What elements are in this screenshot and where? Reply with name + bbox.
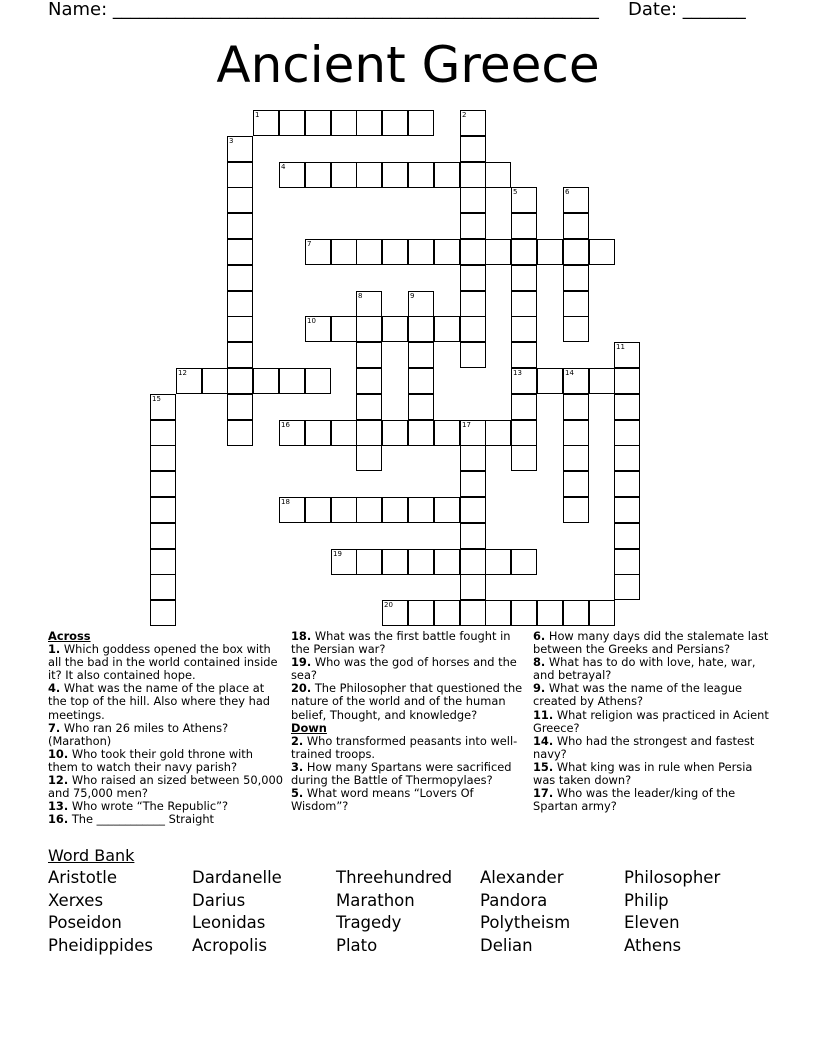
crossword-cell[interactable] (305, 162, 331, 188)
crossword-cell[interactable] (460, 136, 486, 162)
crossword-cell[interactable] (331, 420, 357, 446)
crossword-cell[interactable] (356, 291, 382, 317)
word-bank-word: Pheidippides (48, 936, 153, 955)
crossword-cell[interactable] (485, 600, 511, 626)
word-bank-word: Philosopher (624, 868, 721, 887)
crossword-cell[interactable] (227, 394, 253, 420)
crossword-cell[interactable] (434, 420, 460, 446)
crossword-cell[interactable] (331, 239, 357, 265)
crossword-cell[interactable] (356, 394, 382, 420)
crossword-cell[interactable] (279, 497, 305, 523)
crossword-cell[interactable] (511, 445, 537, 471)
clue-number: 6 (565, 188, 570, 196)
clue-down-17: 17. Who was the leader/king of the Spartan army? (533, 786, 736, 814)
word-bank-word: Dardanelle (192, 868, 282, 887)
word-bank-word: Athens (624, 936, 682, 955)
crossword-cell[interactable] (305, 368, 331, 394)
crossword-cell[interactable] (356, 420, 382, 446)
crossword-cell[interactable] (563, 394, 589, 420)
crossword-cell[interactable] (331, 549, 357, 575)
crossword-cell[interactable] (563, 187, 589, 213)
crossword-cell[interactable] (382, 420, 408, 446)
crossword-cell[interactable] (511, 316, 537, 342)
crossword-cell[interactable] (511, 265, 537, 291)
crossword-cell[interactable] (253, 110, 279, 136)
crossword-cell[interactable] (382, 316, 408, 342)
crossword-cell[interactable] (614, 549, 640, 575)
crossword-cell[interactable] (408, 420, 434, 446)
crossword-cell[interactable] (460, 239, 486, 265)
crossword-cell[interactable] (485, 239, 511, 265)
crossword-cell[interactable] (227, 291, 253, 317)
crossword-cell[interactable] (150, 394, 176, 420)
crossword-cell[interactable] (356, 342, 382, 368)
crossword-cell[interactable] (305, 239, 331, 265)
clue-number: 20 (384, 601, 393, 609)
crossword-cell[interactable] (150, 471, 176, 497)
crossword-cell[interactable] (537, 368, 563, 394)
crossword-cell[interactable] (279, 368, 305, 394)
clue-across-20: 20. The Philosopher that questioned the nature of the world and of the human belief, Thought, and knowledge? (291, 681, 523, 722)
clue-number: 11 (616, 343, 625, 351)
crossword-cell[interactable] (537, 600, 563, 626)
crossword-cell[interactable] (511, 394, 537, 420)
clue-number: 15 (152, 395, 161, 403)
crossword-cell[interactable] (511, 549, 537, 575)
crossword-cell[interactable] (408, 291, 434, 317)
crossword-cell[interactable] (227, 265, 253, 291)
crossword-cell[interactable] (150, 420, 176, 446)
crossword-cell[interactable] (460, 445, 486, 471)
crossword-cell[interactable] (563, 213, 589, 239)
clues-column-2 (291, 630, 527, 813)
word-bank-word: Philip (624, 891, 669, 910)
word-bank-word: Aristotle (48, 868, 118, 887)
crossword-cell[interactable] (563, 239, 589, 265)
crossword-cell[interactable] (279, 162, 305, 188)
crossword-cell[interactable] (614, 394, 640, 420)
crossword-cell[interactable] (356, 368, 382, 394)
clue-across-16: 16. The ____________ Straight (48, 812, 215, 827)
crossword-cell[interactable] (382, 497, 408, 523)
clue-down-3: 3. How many Spartans were sacrificed during the Battle of Thermopylaes? (291, 759, 512, 788)
crossword-cell[interactable] (408, 162, 434, 188)
crossword-cell[interactable] (460, 497, 486, 523)
crossword-cell[interactable] (408, 316, 434, 342)
clues-column-3 (533, 630, 769, 813)
crossword-cell[interactable] (460, 110, 486, 136)
crossword-cell[interactable] (563, 316, 589, 342)
crossword-cell[interactable] (614, 420, 640, 446)
crossword-cell[interactable] (356, 316, 382, 342)
crossword-cell[interactable] (460, 471, 486, 497)
crossword-cell[interactable] (150, 574, 176, 600)
crossword-cell[interactable] (460, 162, 486, 188)
crossword-cell[interactable] (563, 291, 589, 317)
word-bank-word: Leonidas (192, 913, 266, 932)
clue-across-10: 10. Who took their gold throne with them to watch their navy parish? (48, 746, 253, 774)
crossword-cell[interactable] (382, 549, 408, 575)
crossword-cell[interactable] (460, 600, 486, 626)
word-bank-word: Tragedy (336, 913, 402, 932)
crossword-cell[interactable] (356, 497, 382, 523)
word-bank-word: Polytheism (480, 913, 571, 932)
word-bank-word: Alexander (480, 868, 564, 887)
crossword-cell[interactable] (382, 600, 408, 626)
crossword-cell[interactable] (150, 497, 176, 523)
crossword-cell[interactable] (434, 600, 460, 626)
crossword-cell[interactable] (408, 549, 434, 575)
word-bank-word: Threehundred (336, 868, 453, 887)
crossword-cell[interactable] (589, 600, 615, 626)
clue-number: 5 (513, 188, 518, 196)
clue-across-19: 19. Who was the god of horses and the sea? (291, 655, 517, 683)
word-bank-word: Acropolis (192, 936, 267, 955)
crossword-cell[interactable] (408, 342, 434, 368)
crossword-cell[interactable] (150, 600, 176, 626)
crossword-cell[interactable] (563, 420, 589, 446)
crossword-cell[interactable] (434, 549, 460, 575)
word-bank-word: Eleven (624, 913, 680, 932)
crossword-cell[interactable] (227, 162, 253, 188)
crossword-cell[interactable] (511, 420, 537, 446)
clue-across-18: 18. What was the first battle fought in the Persian war? (291, 629, 511, 657)
word-bank-word: Xerxes (48, 891, 104, 910)
crossword-cell[interactable] (511, 187, 537, 213)
clue-number: 4 (281, 163, 286, 171)
clue-number: 17 (462, 421, 471, 429)
page-title: Ancient Greece (216, 36, 600, 94)
crossword-cell[interactable] (305, 316, 331, 342)
crossword-cell[interactable] (356, 549, 382, 575)
word-bank-title: Word Bank (48, 846, 135, 865)
crossword-cell[interactable] (356, 239, 382, 265)
word-bank-word: Marathon (336, 891, 415, 910)
crossword-cell[interactable] (460, 342, 486, 368)
crossword-cell[interactable] (408, 368, 434, 394)
crossword-cell[interactable] (227, 187, 253, 213)
clue-down-11: 11. What religion was practiced in Acient Greece? (533, 707, 769, 735)
clue-number: 16 (281, 421, 290, 429)
crossword-cell[interactable] (382, 239, 408, 265)
word-bank-word: Plato (336, 936, 378, 955)
crossword-cell[interactable] (331, 497, 357, 523)
crossword-cell[interactable] (227, 239, 253, 265)
clue-number: 1 (255, 111, 260, 119)
crossword-cell[interactable] (356, 110, 382, 136)
clue-across-1: 1. Which goddess opened the box with all the bad in the world contained inside it? It also contained hope. (48, 642, 278, 683)
crossword-cell[interactable] (614, 368, 640, 394)
clue-across-13: 13. Who wrote “The Republic”? (48, 799, 229, 814)
crossword-cell[interactable] (563, 368, 589, 394)
crossword-cell[interactable] (331, 316, 357, 342)
crossword-cell[interactable] (202, 368, 228, 394)
crossword-cell[interactable] (614, 497, 640, 523)
crossword-cell[interactable] (150, 549, 176, 575)
crossword-cell[interactable] (434, 316, 460, 342)
crossword-cell[interactable] (485, 549, 511, 575)
crossword-cell[interactable] (227, 368, 253, 394)
clue-number: 18 (281, 498, 290, 506)
clue-number: 7 (307, 240, 312, 248)
crossword-cell[interactable] (279, 110, 305, 136)
crossword-cell[interactable] (227, 213, 253, 239)
word-bank-word: Delian (480, 936, 533, 955)
clue-across-12: 12. Who raised an sized between 50,000 and 75,000 men? (48, 773, 283, 801)
clue-down-5: 5. What word means “Lovers Of Wisdom”? (291, 786, 474, 814)
crossword-cell[interactable] (150, 523, 176, 549)
across-header: Across (48, 629, 91, 643)
clue-number: 14 (565, 369, 574, 377)
crossword-cell[interactable] (614, 523, 640, 549)
clue-across-7: 7. Who ran 26 miles to Athens? (Marathon) (48, 720, 229, 748)
crossword-cell[interactable] (408, 239, 434, 265)
crossword-cell[interactable] (408, 600, 434, 626)
word-bank-word: Poseidon (48, 913, 122, 932)
crossword-cell[interactable] (356, 162, 382, 188)
down-header: Down (291, 720, 327, 735)
crossword-cell[interactable] (382, 110, 408, 136)
crossword-cell[interactable] (460, 291, 486, 317)
crossword-cell[interactable] (511, 342, 537, 368)
crossword-cell[interactable] (305, 110, 331, 136)
crossword-cell[interactable] (614, 471, 640, 497)
crossword-cell[interactable] (434, 497, 460, 523)
crossword-cell[interactable] (614, 445, 640, 471)
crossword-cell[interactable] (227, 316, 253, 342)
crossword-cell[interactable] (331, 162, 357, 188)
crossword-cell[interactable] (150, 445, 176, 471)
clue-down-6: 6. How many days did the stalemate last between the Greeks and Persians? (533, 629, 769, 657)
crossword-cell[interactable] (460, 213, 486, 239)
clue-number: 9 (410, 292, 415, 300)
crossword-cell[interactable] (434, 162, 460, 188)
crossword-cell[interactable] (563, 445, 589, 471)
crossword-cell[interactable] (589, 368, 615, 394)
crossword-cell[interactable] (227, 420, 253, 446)
clue-down-15: 15. What king was in rule when Persia was taken down? (533, 759, 753, 788)
crossword-cell[interactable] (511, 291, 537, 317)
crossword-cell[interactable] (589, 239, 615, 265)
crossword-cell[interactable] (460, 316, 486, 342)
clue-number: 12 (178, 369, 187, 377)
date-field-line: Date: _______ (628, 0, 746, 20)
word-bank-word: Darius (192, 891, 246, 910)
crossword-cell[interactable] (614, 342, 640, 368)
crossword-cell[interactable] (356, 445, 382, 471)
clue-number: 10 (307, 317, 316, 325)
clue-down-14: 14. Who had the strongest and fastest navy? (533, 733, 755, 761)
clue-number: 2 (462, 111, 467, 119)
crossword-cell[interactable] (460, 574, 486, 600)
clue-down-8: 8. What has to do with love, hate, war, and betrayal? (533, 655, 756, 683)
crossword-cell[interactable] (537, 239, 563, 265)
crossword-cell[interactable] (511, 239, 537, 265)
clue-number: 19 (333, 550, 342, 558)
crossword-cell[interactable] (485, 162, 511, 188)
clue-down-9: 9. What was the name of the league created by Athens? (533, 681, 743, 709)
crossword-cell[interactable] (253, 368, 279, 394)
crossword-cell[interactable] (305, 420, 331, 446)
crossword-cell[interactable] (511, 600, 537, 626)
crossword-cell[interactable] (408, 394, 434, 420)
crossword-cell[interactable] (460, 187, 486, 213)
crossword-cell[interactable] (279, 420, 305, 446)
name-field-line: Name: ______________________________________________________ (48, 0, 599, 20)
crossword-cell[interactable] (176, 368, 202, 394)
crossword-cell[interactable] (460, 523, 486, 549)
crossword-cell[interactable] (563, 497, 589, 523)
crossword-cell[interactable] (485, 420, 511, 446)
crossword-cell[interactable] (408, 497, 434, 523)
crossword-cell[interactable] (563, 471, 589, 497)
clue-number: 3 (229, 137, 234, 145)
crossword-cell[interactable] (227, 342, 253, 368)
crossword-cell[interactable] (460, 420, 486, 446)
clue-across-4: 4. What was the name of the place at the top of the hill. Also where they had meetings. (48, 681, 271, 722)
crossword-cell[interactable] (563, 600, 589, 626)
crossword-cell[interactable] (382, 162, 408, 188)
clue-number: 13 (513, 369, 522, 377)
clues-column-1 (48, 630, 284, 826)
clue-number: 8 (358, 292, 363, 300)
crossword-cell[interactable] (408, 110, 434, 136)
crossword-cell[interactable] (511, 213, 537, 239)
clue-down-2: 2. Who transformed peasants into well-trained troops. (291, 733, 518, 761)
word-bank-word: Pandora (480, 891, 548, 910)
crossword-cell[interactable] (460, 549, 486, 575)
crossword-cell[interactable] (563, 265, 589, 291)
crossword-cell[interactable] (227, 136, 253, 162)
crossword-cell[interactable] (511, 368, 537, 394)
crossword-cell[interactable] (331, 110, 357, 136)
crossword-cell[interactable] (614, 574, 640, 600)
crossword-cell[interactable] (434, 239, 460, 265)
crossword-cell[interactable] (460, 265, 486, 291)
crossword-cell[interactable] (305, 497, 331, 523)
